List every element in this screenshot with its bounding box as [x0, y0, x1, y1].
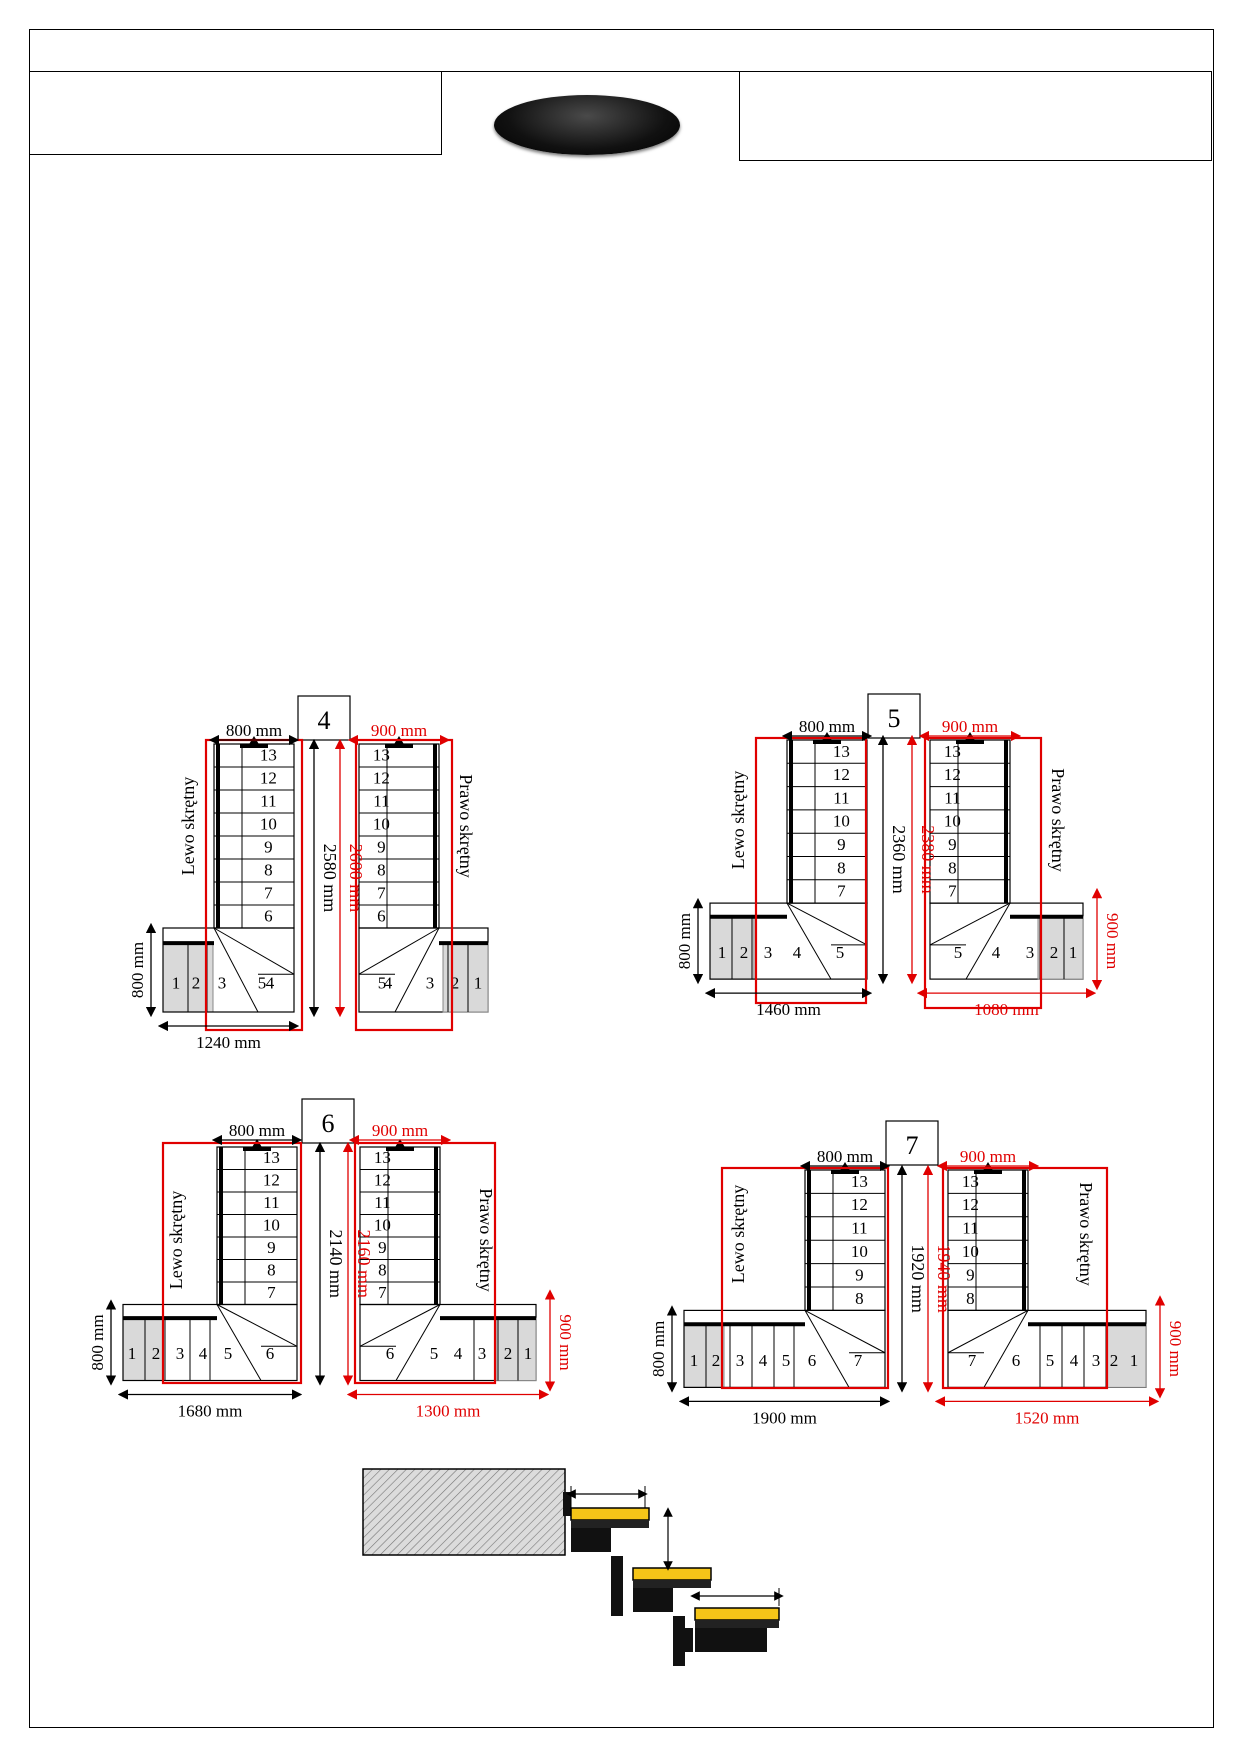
step-number: 1: [1068, 942, 1078, 962]
handedness-left: Lewo skrętny: [728, 770, 748, 870]
width-black: 800 mm: [816, 1147, 874, 1166]
step-number: 13: [850, 1171, 868, 1191]
step-number: 10: [850, 1242, 868, 1262]
step-number: 3: [735, 1350, 745, 1370]
variant-number: 5: [887, 704, 901, 733]
step-number: 7: [264, 883, 273, 903]
step-number: 13: [262, 1148, 280, 1168]
step-number: 13: [961, 1171, 979, 1191]
step-number: 5: [377, 973, 387, 993]
step-number: 10: [943, 811, 961, 831]
step-number: 4: [383, 973, 393, 993]
bottom-black: 1680 mm: [177, 1401, 243, 1421]
handedness-left: Lewo skrętny: [728, 1184, 748, 1284]
step-number: 1: [717, 942, 727, 962]
step-number: 3: [1025, 942, 1035, 962]
variant-number: 7: [905, 1131, 919, 1160]
step-number: 6: [1011, 1350, 1021, 1370]
step-number: 3: [1091, 1350, 1101, 1370]
step-number: 2: [711, 1350, 721, 1370]
step-number: 8: [966, 1288, 975, 1308]
step-number: 6: [377, 906, 386, 926]
step-number: 1: [1129, 1350, 1139, 1370]
step-number: 12: [943, 765, 961, 785]
variant-number: 4: [317, 706, 331, 735]
step-number: 10: [373, 1215, 391, 1235]
floor-slab: [363, 1469, 565, 1555]
stair-variant-7: [649, 1121, 1185, 1427]
step-number: 8: [855, 1288, 864, 1308]
step-number: 2: [503, 1344, 513, 1364]
step-number: 12: [373, 1170, 391, 1190]
width-black: 800 mm: [225, 721, 283, 740]
step-number: 6: [807, 1350, 817, 1370]
step-number: 1: [127, 1344, 137, 1364]
step-number: 13: [832, 741, 850, 761]
stair-section: [363, 1469, 779, 1666]
step-number: 6: [385, 1344, 395, 1364]
step-number: 5: [223, 1344, 233, 1364]
length-red: 1940 mm: [934, 1244, 954, 1313]
step-number: 11: [851, 1218, 868, 1238]
step-number: 4: [265, 973, 275, 993]
step-number: 12: [372, 768, 390, 788]
handedness-left: Lewo skrętny: [178, 776, 198, 876]
step-number: 5: [953, 942, 963, 962]
step-number: 9: [855, 1265, 864, 1285]
step-number: 9: [378, 1238, 387, 1258]
step-number: 7: [837, 881, 846, 901]
step-number: 3: [217, 973, 227, 993]
step-number: 5: [429, 1344, 439, 1364]
width-black: 800 mm: [228, 1121, 286, 1140]
step-number: 13: [943, 741, 961, 761]
bottom-red: 1080 mm: [974, 1000, 1039, 1020]
step-number: 4: [453, 1344, 463, 1364]
step-number: 10: [262, 1215, 280, 1235]
side-black: 800 mm: [649, 1320, 668, 1378]
width-red: 900 mm: [959, 1147, 1017, 1166]
handedness-right: Prawo skrętny: [1076, 1182, 1096, 1286]
step-number: 10: [832, 811, 850, 831]
stair-variant-4: [128, 696, 488, 1052]
step-number: 5: [781, 1350, 791, 1370]
length-red: 2380 mm: [918, 825, 938, 894]
stair-variant-6: [88, 1099, 575, 1421]
step-number: 4: [758, 1350, 768, 1370]
step-number: 9: [377, 837, 386, 857]
side-black: 800 mm: [128, 941, 147, 999]
step-number: 13: [372, 745, 390, 765]
step-number: 7: [967, 1350, 977, 1370]
step-number: 12: [832, 765, 850, 785]
variant-number: 6: [321, 1109, 335, 1138]
bottom-red: 1300 mm: [415, 1401, 481, 1421]
step-number: 9: [837, 834, 846, 854]
stair-variant-5: [675, 694, 1122, 1019]
step-number: 11: [962, 1218, 979, 1238]
step-number: 13: [373, 1148, 391, 1168]
step-number: 3: [763, 942, 773, 962]
opening-outline: [925, 738, 1041, 1008]
step-number: 9: [264, 837, 273, 857]
length-red: 2600 mm: [346, 843, 366, 913]
length-black: 1920 mm: [908, 1244, 928, 1313]
step-number: 4: [1069, 1350, 1079, 1370]
width-red: 900 mm: [941, 717, 999, 736]
step-number: 10: [372, 814, 390, 834]
flight-outline: [217, 1147, 297, 1305]
step-number: 5: [835, 942, 845, 962]
step-number: 2: [450, 973, 460, 993]
step-number: 9: [966, 1265, 975, 1285]
step-number: 12: [961, 1195, 979, 1215]
side-red: 900 mm: [556, 1314, 575, 1371]
length-black: 2140 mm: [326, 1229, 346, 1299]
step-number: 12: [262, 1170, 280, 1190]
bottom-red: 1520 mm: [1014, 1408, 1080, 1428]
step-number: 12: [850, 1195, 868, 1215]
step-number: 1: [689, 1350, 699, 1370]
section-steps: [571, 1508, 779, 1666]
step-number: 8: [948, 858, 957, 878]
step-number: 3: [425, 973, 435, 993]
step-number: 11: [263, 1193, 280, 1213]
stair-plans: [88, 694, 1185, 1427]
step-number: 1: [523, 1344, 533, 1364]
step-number: 8: [264, 860, 273, 880]
side-black: 800 mm: [675, 912, 694, 970]
step-number: 8: [378, 1260, 387, 1280]
handedness-right: Prawo skrętny: [456, 774, 476, 878]
step-number: 5: [257, 973, 267, 993]
step-number: 13: [259, 745, 277, 765]
step-number: 1: [171, 973, 181, 993]
step-number: 11: [374, 1193, 391, 1213]
handedness-right: Prawo skrętny: [476, 1188, 496, 1292]
handedness-left: Lewo skrętny: [166, 1190, 186, 1290]
step-number: 8: [837, 858, 846, 878]
step-number: 8: [267, 1260, 276, 1280]
step-number: 7: [267, 1283, 276, 1303]
length-black: 2360 mm: [889, 825, 909, 894]
step-number: 11: [373, 791, 390, 811]
step-number: 3: [477, 1344, 487, 1364]
step-number: 4: [792, 942, 802, 962]
step-number: 7: [948, 881, 957, 901]
bottom-black: 1900 mm: [752, 1408, 817, 1428]
step-number: 4: [198, 1344, 208, 1364]
width-red: 900 mm: [371, 1121, 429, 1140]
step-number: 7: [377, 883, 386, 903]
opening-outline: [356, 740, 452, 1030]
bottom-black: 1240 mm: [196, 1033, 261, 1052]
flight-outline: [787, 740, 867, 903]
step-number: 11: [944, 788, 961, 808]
step-number: 11: [260, 791, 277, 811]
length-red: 2160 mm: [354, 1229, 374, 1299]
width-red: 900 mm: [370, 721, 428, 740]
width-black: 800 mm: [798, 717, 856, 736]
step-number: 2: [191, 973, 201, 993]
length-black: 2580 mm: [320, 843, 340, 913]
handedness-right: Prawo skrętny: [1048, 768, 1068, 872]
step-number: 10: [259, 814, 277, 834]
step-number: 9: [948, 834, 957, 854]
step-number: 11: [833, 788, 850, 808]
step-number: 7: [378, 1283, 387, 1303]
flight-outline: [930, 740, 1010, 903]
step-number: 9: [267, 1238, 276, 1258]
bottom-black: 1460 mm: [756, 1000, 821, 1020]
step-number: 2: [151, 1344, 161, 1364]
step-number: 1: [473, 973, 483, 993]
step-number: 6: [265, 1344, 275, 1364]
step-number: 4: [991, 942, 1001, 962]
slab-edge-block: [563, 1492, 571, 1516]
step-number: 10: [961, 1242, 979, 1262]
step-number: 6: [264, 906, 273, 926]
step-number: 8: [377, 860, 386, 880]
step-number: 2: [1109, 1350, 1119, 1370]
step-number: 2: [739, 942, 749, 962]
side-red: 900 mm: [1166, 1320, 1185, 1378]
side-red: 900 mm: [1103, 912, 1122, 970]
step-number: 5: [1045, 1350, 1055, 1370]
step-number: 3: [175, 1344, 185, 1364]
step-number: 2: [1049, 942, 1059, 962]
side-black: 800 mm: [88, 1314, 107, 1371]
step-number: 12: [259, 768, 277, 788]
step-number: 7: [853, 1350, 863, 1370]
